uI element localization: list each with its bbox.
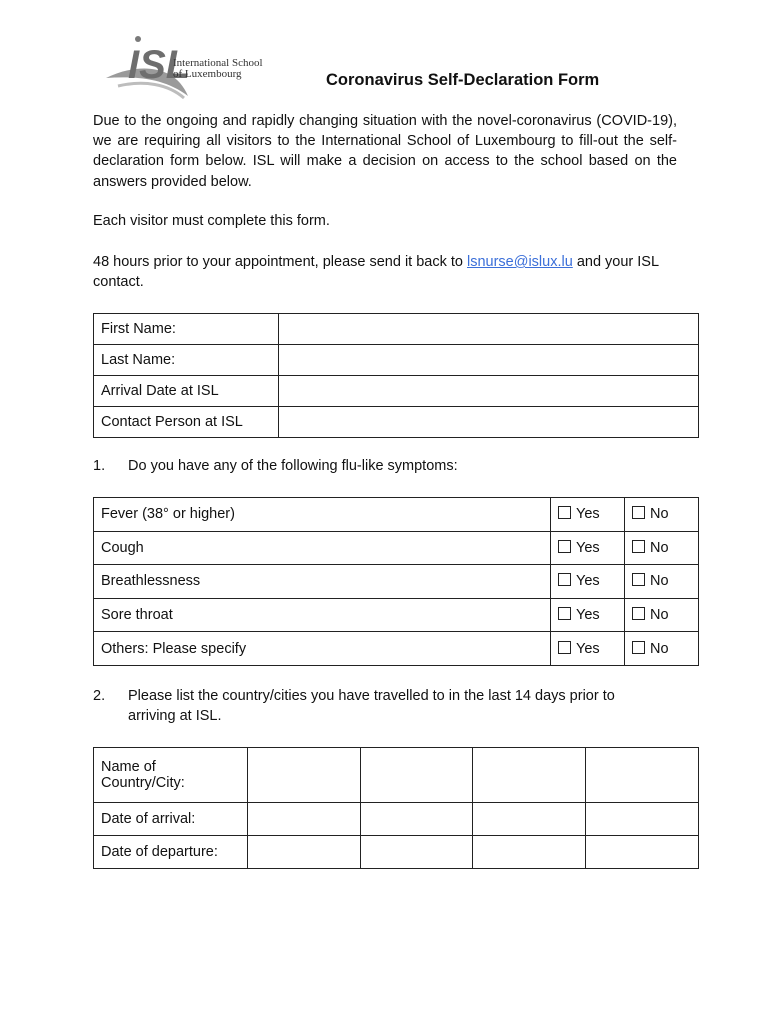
date-of-arrival-cell[interactable] [473, 803, 586, 836]
table-row [94, 632, 699, 666]
table-row [94, 314, 699, 345]
country-city-cell[interactable] [360, 748, 473, 803]
yes-option[interactable] [551, 498, 625, 532]
no-option[interactable] [625, 598, 699, 632]
contact-person-field[interactable] [279, 407, 699, 438]
symptom-label: Cough [94, 531, 551, 565]
checkbox-icon[interactable] [558, 641, 571, 654]
table-row [94, 836, 699, 869]
table-row [94, 803, 699, 836]
country-city-cell[interactable] [473, 748, 586, 803]
no-label: No [650, 539, 669, 556]
yes-option[interactable] [551, 598, 625, 632]
date-of-departure-cell[interactable] [360, 836, 473, 869]
table-row [94, 565, 699, 599]
table-row [94, 345, 699, 376]
no-option[interactable] [625, 498, 699, 532]
send-back-text: 48 hours prior to your appointment, please send it back to [93, 254, 467, 270]
table-row [94, 748, 699, 803]
yes-label: Yes [576, 573, 600, 590]
table-row [94, 376, 699, 407]
country-city-label-line-2: Country/City: [101, 775, 185, 791]
table-row [94, 407, 699, 438]
checkbox-icon[interactable] [632, 506, 645, 519]
table-row [94, 498, 699, 532]
symptom-label: Others: Please specify [94, 632, 551, 666]
no-label: No [650, 640, 669, 657]
date-of-departure-cell[interactable] [473, 836, 586, 869]
nurse-email-link[interactable]: lsnurse@islux.lu [467, 254, 573, 270]
country-city-label-line-1: Name of [101, 759, 156, 775]
no-option[interactable] [625, 565, 699, 599]
contact-person-label: Contact Person at ISL [94, 407, 279, 438]
yes-label: Yes [576, 506, 600, 523]
yes-option[interactable] [551, 531, 625, 565]
question-2-number: 2. [93, 688, 106, 704]
table-row [94, 531, 699, 565]
no-label: No [650, 607, 669, 624]
country-city-label [94, 748, 248, 803]
question-1-number: 1. [93, 458, 106, 474]
checkbox-icon[interactable] [632, 573, 645, 586]
question-2-line-2: arriving at ISL. [128, 708, 222, 724]
checkbox-icon[interactable] [632, 540, 645, 553]
arrival-date-field[interactable] [279, 376, 699, 407]
no-option[interactable] [625, 632, 699, 666]
question-1-text: Do you have any of the following flu-like symptoms: [128, 458, 458, 474]
question-2-text [128, 686, 615, 726]
yes-label: Yes [576, 607, 600, 624]
date-of-arrival-cell[interactable] [247, 803, 360, 836]
yes-label: Yes [576, 539, 600, 556]
symptom-label: Breathlessness [94, 565, 551, 599]
first-name-label: First Name: [94, 314, 279, 345]
arrival-date-label: Arrival Date at ISL [94, 376, 279, 407]
travel-table [93, 747, 699, 869]
date-of-departure-label: Date of departure: [94, 836, 248, 869]
date-of-arrival-cell[interactable] [586, 803, 699, 836]
send-back-note [93, 252, 677, 292]
first-name-field[interactable] [279, 314, 699, 345]
date-of-departure-cell[interactable] [586, 836, 699, 869]
visitor-info-table [93, 313, 699, 438]
checkbox-icon[interactable] [632, 607, 645, 620]
symptom-label: Fever (38° or higher) [94, 498, 551, 532]
last-name-field[interactable] [279, 345, 699, 376]
checkbox-icon[interactable] [558, 607, 571, 620]
no-label: No [650, 506, 669, 523]
yes-option[interactable] [551, 632, 625, 666]
logo-caption [173, 58, 263, 80]
question-2-line-1: Please list the country/cities you have travelled to in the last 14 days prior to [128, 688, 615, 704]
last-name-label: Last Name: [94, 345, 279, 376]
send-back-text-end: and your ISL contact. [93, 254, 659, 291]
country-city-cell[interactable] [586, 748, 699, 803]
table-row [94, 598, 699, 632]
page-title: Coronavirus Self-Declaration Form [326, 71, 600, 89]
checkbox-icon[interactable] [558, 540, 571, 553]
logo-line-2: of Luxembourg [173, 68, 242, 80]
date-of-departure-cell[interactable] [247, 836, 360, 869]
date-of-arrival-label: Date of arrival: [94, 803, 248, 836]
yes-option[interactable] [551, 565, 625, 599]
date-of-arrival-cell[interactable] [360, 803, 473, 836]
each-visitor-note: Each visitor must complete this form. [93, 213, 330, 229]
logo-mark-text: ISL [128, 43, 191, 87]
no-option[interactable] [625, 531, 699, 565]
intro-paragraph: Due to the ongoing and rapidly changing situation with the novel-coronavirus (COVID-19), we are requiring all visitors to the International School of Luxembourg to fill-out the self-declaration form below. ISL will make a decision on access to the school based on the answers provided below. [93, 113, 677, 190]
logo-line-1: International School [173, 57, 263, 69]
checkbox-icon[interactable] [632, 641, 645, 654]
symptom-label: Sore throat [94, 598, 551, 632]
symptoms-table [93, 497, 699, 666]
checkbox-icon[interactable] [558, 573, 571, 586]
no-label: No [650, 573, 669, 590]
country-city-cell[interactable] [247, 748, 360, 803]
yes-label: Yes [576, 640, 600, 657]
checkbox-icon[interactable] [558, 506, 571, 519]
